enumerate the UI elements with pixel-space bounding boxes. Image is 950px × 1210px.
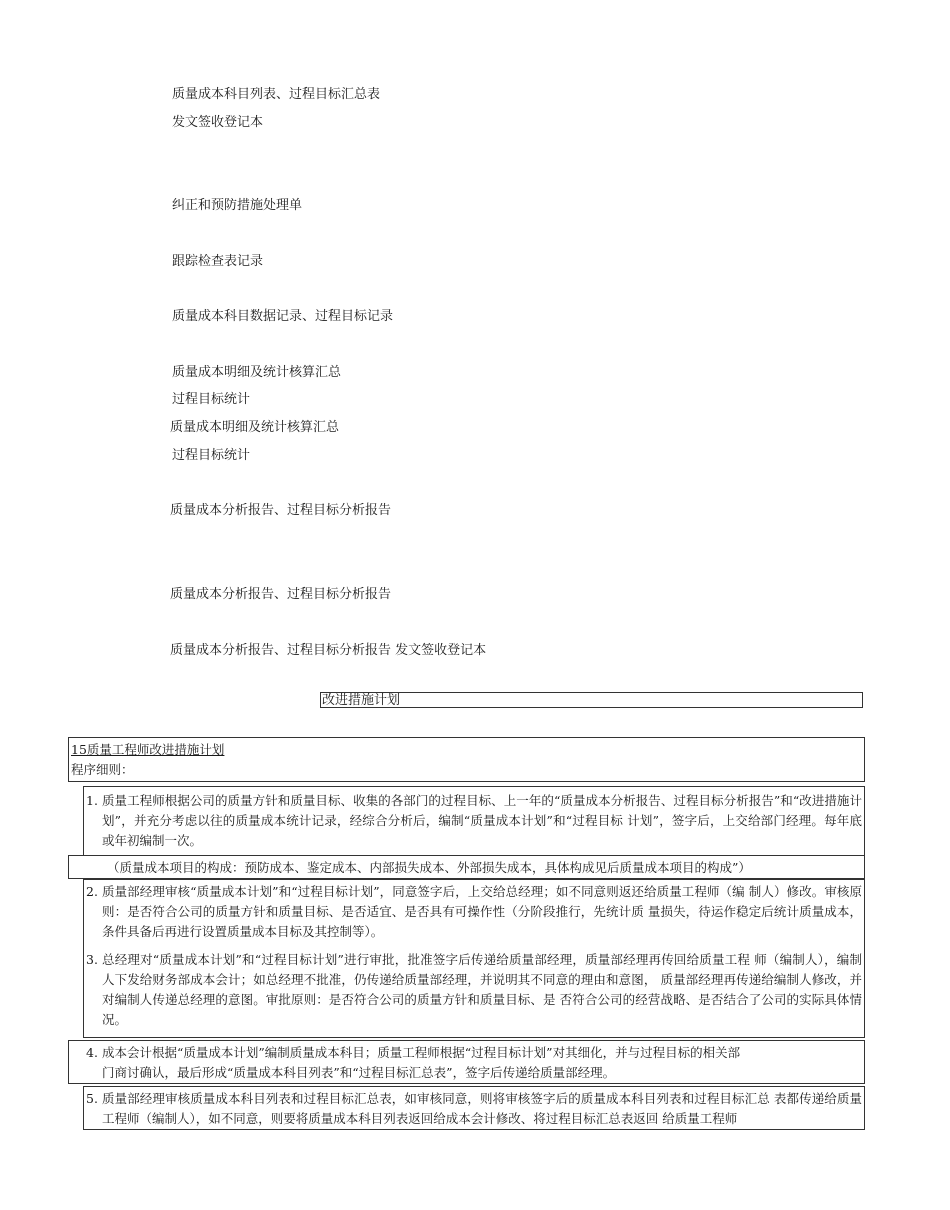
procedure-step-1-box <box>83 786 865 856</box>
form-label: 跟踪检查表记录 <box>172 254 264 269</box>
form-label: 质量成本科目列表、过程目标汇总表 <box>172 87 381 102</box>
form-label: 质量成本科目数据记录、过程目标记录 <box>172 309 394 324</box>
form-label: 质量成本分析报告、过程目标分析报告 <box>170 503 392 518</box>
form-label: 质量成本明细及统计核算汇总 <box>170 420 340 435</box>
step-number: 3. <box>86 952 98 967</box>
step-text-continued: 门商讨确认，最后形成“质量成本科目列表”和“过程目标汇总表”，签字后传递给质量部经理。 <box>102 1065 616 1080</box>
form-label: 过程目标统计 <box>172 448 251 463</box>
procedure-steps-2-3-box <box>83 879 865 1038</box>
form-label: 质量成本分析报告、过程目标分析报告 <box>170 587 392 602</box>
procedure-step-4-box <box>68 1040 865 1084</box>
step-number: 5. <box>86 1091 98 1106</box>
cost-composition-note: （质量成本项目的构成：预防成本、鉴定成本、内部损失成本、外部损失成本，具体构成见后质量成本项目的构成”） <box>107 860 751 875</box>
procedure-step-5-box <box>83 1086 865 1130</box>
form-label: 质量成本分析报告、过程目标分析报告 发文签收登记本 <box>170 643 487 658</box>
step-text: 成本会计根据“质量成本计划”编制质量成本科目；质量工程师根据“过程目标计划”对其细化，并与过程目标的相关部 <box>102 1045 741 1060</box>
procedure-step-2 <box>86 882 862 942</box>
form-label: 纠正和预防措施处理单 <box>172 198 303 213</box>
procedure-step-4 <box>86 1043 862 1083</box>
procedure-step-3 <box>86 950 862 1030</box>
form-label: 过程目标统计 <box>172 392 251 407</box>
step-text: 总经理对“质量成本计划”和“过程目标计划”进行审批，批准签字后传递给质量部经理，质量部经理再传回给质量工程 师（编制人），编制人下发给财务部成本会计；如总经理不批准，仍传递给质量部经理，并说明其不同意的理由和意图， 质量部经理再传递给编制人修改，并对编制人传递总经理的意图。审批原则：是否符合公司的质量方针和质量目标、是 否符合公司的经营战略、是否结合了公司的实际具体情况。 <box>102 952 862 1027</box>
form-label: 发文签收登记本 <box>172 115 264 130</box>
cost-composition-note-box <box>68 855 865 879</box>
procedure-step-1 <box>86 791 862 851</box>
procedure-subtitle: 程序细则： <box>71 762 134 777</box>
form-label: 质量成本明细及统计核算汇总 <box>172 365 342 380</box>
procedure-title: 15质量工程师改进措施计划 <box>71 742 225 757</box>
step-text: 质量部经理审核“质量成本计划”和“过程目标计划”，同意签字后，上交给总经理；如不同意则返还给质量工程师（编 制人）修改。审核原则：是否符合公司的质量方针和质量目标、是否适宜、是否具有可操作性（分阶段推行，先统计质 量损失，待运作稳定后统计质量成本，条件具备后再进行设置质量成本目标及其控制等）。 <box>102 884 862 939</box>
procedure-header <box>68 737 865 782</box>
step-text: 质量部经理审核质量成本科目列表和过程目标汇总表，如审核同意，则将审核签字后的质量成本科目列表和过程目标汇总 表都传递给质量工程师（编制人），如不同意，则要将质量成本科目列表返回给成本会计修改、将过程目标汇总表返回 给质量工程师 <box>102 1091 862 1126</box>
step-number: 4. <box>86 1045 98 1060</box>
step-number: 1. <box>86 793 98 808</box>
section-title: 改进措施计划 <box>320 692 863 708</box>
step-number: 2. <box>86 884 98 899</box>
step-text: 质量工程师根据公司的质量方针和质量目标、收集的各部门的过程目标、上一年的“质量成本分析报告、过程目标分析报告”和“改进措施计划”，并充分考虑以往的质量成本统计记录，经综合分析后，编制“质量成本计划”和“过程目标 计划”，签字后，上交给部门经理。每年底或年初编制一次。 <box>102 793 862 848</box>
procedure-step-5 <box>86 1089 862 1129</box>
